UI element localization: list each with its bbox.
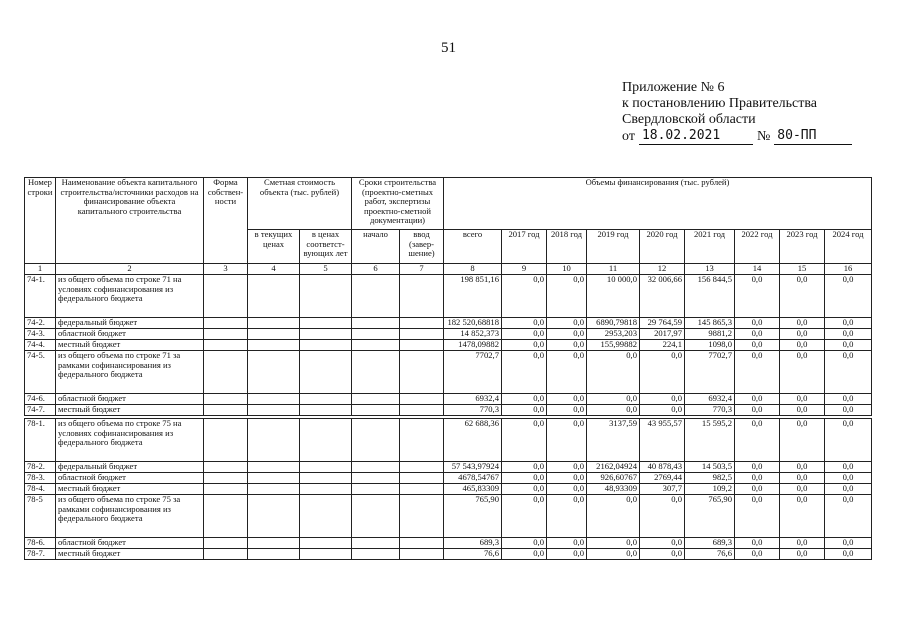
- header-year-2020: 2020 год: [640, 230, 685, 264]
- year-value-cell: 0,0: [547, 484, 587, 495]
- row-number-cell: 74-3.: [25, 329, 56, 340]
- year-value-cell: 0,0: [780, 495, 825, 538]
- year-value-cell: 109,2: [685, 484, 735, 495]
- ownership-cell: [204, 538, 248, 549]
- row-name-cell: местный бюджет: [56, 484, 204, 495]
- header-object-name: Наименование объекта капитального строительства/источники расходов на финансирование объекта капитального строительства: [56, 178, 204, 264]
- term-start-cell: [352, 495, 400, 538]
- ownership-cell: [204, 405, 248, 416]
- column-number: 13: [685, 264, 735, 275]
- row-name-cell: областной бюджет: [56, 394, 204, 405]
- cost-current-cell: [248, 351, 300, 394]
- appendix-decree-line: к постановлению Правительства: [622, 96, 818, 111]
- year-value-cell: 0,0: [547, 462, 587, 473]
- table-row: [25, 318, 872, 329]
- ownership-cell: [204, 340, 248, 351]
- year-value-cell: 307,7: [640, 484, 685, 495]
- column-number: 2: [56, 264, 204, 275]
- year-value-cell: 0,0: [502, 473, 547, 484]
- table-row: [25, 405, 872, 416]
- year-value-cell: 0,0: [640, 495, 685, 538]
- year-value-cell: 0,0: [735, 484, 780, 495]
- cost-years-cell: [300, 351, 352, 394]
- year-value-cell: 0,0: [502, 329, 547, 340]
- row-number-cell: 74-7.: [25, 405, 56, 416]
- from-label: от: [622, 129, 635, 144]
- year-value-cell: 0,0: [547, 549, 587, 560]
- cost-current-cell: [248, 405, 300, 416]
- ownership-cell: [204, 549, 248, 560]
- year-value-cell: 0,0: [502, 549, 547, 560]
- total-cell: 7702,7: [444, 351, 502, 394]
- year-value-cell: 2953,203: [587, 329, 640, 340]
- header-total: всего: [444, 230, 502, 264]
- column-number: 1: [25, 264, 56, 275]
- year-value-cell: 0,0: [825, 340, 872, 351]
- year-value-cell: 0,0: [735, 340, 780, 351]
- column-number: 16: [825, 264, 872, 275]
- ownership-cell: [204, 318, 248, 329]
- year-value-cell: 0,0: [825, 275, 872, 318]
- cost-years-cell: [300, 419, 352, 462]
- year-value-cell: 0,0: [780, 329, 825, 340]
- appendix-header: [622, 80, 852, 145]
- year-value-cell: 10 000,0: [587, 275, 640, 318]
- page-number: 51: [441, 40, 456, 56]
- term-start-cell: [352, 473, 400, 484]
- term-start-cell: [352, 419, 400, 462]
- table-row: [25, 351, 872, 394]
- year-value-cell: 0,0: [547, 329, 587, 340]
- year-value-cell: 689,3: [685, 538, 735, 549]
- year-value-cell: 0,0: [735, 462, 780, 473]
- term-start-cell: [352, 405, 400, 416]
- row-name-cell: из общего объема по строке 71 за рамками софинансирования из федерального бюджета: [56, 351, 204, 394]
- header-year-2019: 2019 год: [587, 230, 640, 264]
- row-number-cell: 74-1.: [25, 275, 56, 318]
- term-start-cell: [352, 275, 400, 318]
- header-year-2023: 2023 год: [780, 230, 825, 264]
- table-row: [25, 495, 872, 538]
- year-value-cell: 48,93309: [587, 484, 640, 495]
- ownership-cell: [204, 351, 248, 394]
- row-name-cell: из общего объема по строке 71 на условиях софинансирования из федерального бюджета: [56, 275, 204, 318]
- column-number: 6: [352, 264, 400, 275]
- year-value-cell: 0,0: [640, 405, 685, 416]
- year-value-cell: 0,0: [547, 340, 587, 351]
- year-value-cell: 156 844,5: [685, 275, 735, 318]
- header-year-2022: 2022 год: [735, 230, 780, 264]
- total-cell: 689,3: [444, 538, 502, 549]
- header-financing-volumes: Объемы финансирования (тыс. рублей): [444, 178, 872, 230]
- year-value-cell: 1098,0: [685, 340, 735, 351]
- row-name-cell: из общего объема по строке 75 за рамками софинансирования из федерального бюджета: [56, 495, 204, 538]
- year-value-cell: 0,0: [735, 405, 780, 416]
- row-name-cell: федеральный бюджет: [56, 462, 204, 473]
- table-row: [25, 538, 872, 549]
- row-name-cell: областной бюджет: [56, 473, 204, 484]
- year-value-cell: 0,0: [825, 538, 872, 549]
- year-value-cell: 2769,44: [640, 473, 685, 484]
- cost-years-cell: [300, 394, 352, 405]
- ownership-cell: [204, 484, 248, 495]
- term-end-cell: [400, 275, 444, 318]
- year-value-cell: 14 503,5: [685, 462, 735, 473]
- table-row: [25, 275, 872, 318]
- year-value-cell: 15 595,2: [685, 419, 735, 462]
- ownership-cell: [204, 419, 248, 462]
- year-value-cell: 0,0: [587, 394, 640, 405]
- year-value-cell: 43 955,57: [640, 419, 685, 462]
- year-value-cell: 0,0: [547, 405, 587, 416]
- cost-current-cell: [248, 538, 300, 549]
- decree-number: 80-ПП: [774, 128, 852, 145]
- year-value-cell: 0,0: [735, 394, 780, 405]
- year-value-cell: 0,0: [825, 462, 872, 473]
- row-number-cell: 78-2.: [25, 462, 56, 473]
- appendix-region-line: Свердловской области: [622, 112, 756, 127]
- column-number: 10: [547, 264, 587, 275]
- year-value-cell: 0,0: [780, 473, 825, 484]
- term-start-cell: [352, 484, 400, 495]
- year-value-cell: 0,0: [547, 473, 587, 484]
- term-start-cell: [352, 351, 400, 394]
- appendix-date-number-line: [622, 128, 852, 145]
- cost-years-cell: [300, 473, 352, 484]
- year-value-cell: 0,0: [780, 351, 825, 394]
- year-value-cell: 0,0: [780, 484, 825, 495]
- year-value-cell: 0,0: [547, 318, 587, 329]
- table-row: [25, 484, 872, 495]
- term-end-cell: [400, 351, 444, 394]
- year-value-cell: 0,0: [780, 462, 825, 473]
- year-value-cell: 2017,97: [640, 329, 685, 340]
- cost-years-cell: [300, 484, 352, 495]
- total-cell: 765,90: [444, 495, 502, 538]
- term-end-cell: [400, 419, 444, 462]
- row-name-cell: областной бюджет: [56, 538, 204, 549]
- year-value-cell: 0,0: [587, 351, 640, 394]
- year-value-cell: 0,0: [825, 405, 872, 416]
- cost-current-cell: [248, 419, 300, 462]
- year-value-cell: 0,0: [502, 340, 547, 351]
- header-year-2021: 2021 год: [685, 230, 735, 264]
- term-end-cell: [400, 495, 444, 538]
- term-end-cell: [400, 340, 444, 351]
- total-cell: 76,6: [444, 549, 502, 560]
- row-name-cell: федеральный бюджет: [56, 318, 204, 329]
- cost-years-cell: [300, 340, 352, 351]
- row-name-cell: из общего объема по строке 75 на условиях софинансирования из федерального бюджета: [56, 419, 204, 462]
- row-number-cell: 74-6.: [25, 394, 56, 405]
- term-start-cell: [352, 549, 400, 560]
- cost-current-cell: [248, 462, 300, 473]
- table-row: [25, 473, 872, 484]
- year-value-cell: 2162,04924: [587, 462, 640, 473]
- column-number: 11: [587, 264, 640, 275]
- total-cell: 62 688,36: [444, 419, 502, 462]
- term-start-cell: [352, 462, 400, 473]
- cost-years-cell: [300, 462, 352, 473]
- year-value-cell: 770,3: [685, 405, 735, 416]
- total-cell: 465,83309: [444, 484, 502, 495]
- year-value-cell: 0,0: [640, 394, 685, 405]
- year-value-cell: 982,5: [685, 473, 735, 484]
- year-value-cell: 0,0: [502, 462, 547, 473]
- column-number-row: [25, 264, 872, 275]
- row-number-cell: 78-3.: [25, 473, 56, 484]
- year-value-cell: 0,0: [825, 473, 872, 484]
- cost-years-cell: [300, 495, 352, 538]
- term-end-cell: [400, 318, 444, 329]
- year-value-cell: 0,0: [502, 419, 547, 462]
- year-value-cell: 155,99882: [587, 340, 640, 351]
- cost-years-cell: [300, 405, 352, 416]
- ownership-cell: [204, 394, 248, 405]
- table-row: [25, 549, 872, 560]
- row-number-cell: 78-6.: [25, 538, 56, 549]
- year-value-cell: 0,0: [502, 538, 547, 549]
- term-end-cell: [400, 462, 444, 473]
- year-value-cell: 926,60767: [587, 473, 640, 484]
- row-number-cell: 78-4.: [25, 484, 56, 495]
- term-end-cell: [400, 394, 444, 405]
- year-value-cell: 32 006,66: [640, 275, 685, 318]
- row-name-cell: местный бюджет: [56, 549, 204, 560]
- cost-current-cell: [248, 484, 300, 495]
- cost-current-cell: [248, 275, 300, 318]
- ownership-cell: [204, 462, 248, 473]
- number-label: №: [756, 129, 771, 144]
- year-value-cell: 0,0: [640, 351, 685, 394]
- header-ownership-form: Форма собствен-ности: [204, 178, 248, 264]
- header-term-start: начало: [352, 230, 400, 264]
- term-start-cell: [352, 538, 400, 549]
- total-cell: 14 852,373: [444, 329, 502, 340]
- term-end-cell: [400, 484, 444, 495]
- term-end-cell: [400, 473, 444, 484]
- table-row: [25, 462, 872, 473]
- year-value-cell: 0,0: [735, 329, 780, 340]
- decree-date: 18.02.2021: [639, 128, 753, 145]
- row-number-cell: 74-4.: [25, 340, 56, 351]
- total-cell: 198 851,16: [444, 275, 502, 318]
- year-value-cell: 0,0: [735, 549, 780, 560]
- year-value-cell: 0,0: [502, 275, 547, 318]
- term-end-cell: [400, 405, 444, 416]
- total-cell: 57 543,97924: [444, 462, 502, 473]
- ownership-cell: [204, 275, 248, 318]
- column-number: 5: [300, 264, 352, 275]
- total-cell: 182 520,68818: [444, 318, 502, 329]
- cost-current-cell: [248, 549, 300, 560]
- column-number: 12: [640, 264, 685, 275]
- year-value-cell: 0,0: [502, 495, 547, 538]
- year-value-cell: 0,0: [780, 538, 825, 549]
- year-value-cell: 0,0: [825, 419, 872, 462]
- year-value-cell: 0,0: [780, 419, 825, 462]
- row-name-cell: местный бюджет: [56, 405, 204, 416]
- row-name-cell: местный бюджет: [56, 340, 204, 351]
- year-value-cell: 0,0: [735, 473, 780, 484]
- year-value-cell: 0,0: [547, 394, 587, 405]
- year-value-cell: 0,0: [502, 394, 547, 405]
- cost-years-cell: [300, 538, 352, 549]
- year-value-cell: 29 764,59: [640, 318, 685, 329]
- year-value-cell: 0,0: [502, 351, 547, 394]
- year-value-cell: 40 878,43: [640, 462, 685, 473]
- year-value-cell: 0,0: [547, 351, 587, 394]
- ownership-cell: [204, 495, 248, 538]
- year-value-cell: 0,0: [587, 538, 640, 549]
- header-construction-terms: Сроки строительства (проектно-сметных работ, экспертизы проектно-сметной документации): [352, 178, 444, 230]
- term-end-cell: [400, 549, 444, 560]
- row-number-cell: 74-2.: [25, 318, 56, 329]
- year-value-cell: 7702,7: [685, 351, 735, 394]
- year-value-cell: 224,1: [640, 340, 685, 351]
- year-value-cell: 0,0: [825, 351, 872, 394]
- term-start-cell: [352, 329, 400, 340]
- year-value-cell: 765,90: [685, 495, 735, 538]
- total-cell: 770,3: [444, 405, 502, 416]
- row-number-cell: 78-5: [25, 495, 56, 538]
- header-term-end: ввод (завер-шение): [400, 230, 444, 264]
- column-number: 4: [248, 264, 300, 275]
- year-value-cell: 0,0: [825, 549, 872, 560]
- term-end-cell: [400, 329, 444, 340]
- table-body: [25, 264, 872, 560]
- year-value-cell: 0,0: [502, 484, 547, 495]
- column-number: 14: [735, 264, 780, 275]
- table-row: [25, 340, 872, 351]
- cost-current-cell: [248, 340, 300, 351]
- year-value-cell: 0,0: [640, 549, 685, 560]
- cost-years-cell: [300, 275, 352, 318]
- term-start-cell: [352, 318, 400, 329]
- cost-current-cell: [248, 394, 300, 405]
- cost-years-cell: [300, 318, 352, 329]
- year-value-cell: 0,0: [735, 538, 780, 549]
- year-value-cell: 76,6: [685, 549, 735, 560]
- column-number: 7: [400, 264, 444, 275]
- year-value-cell: 0,0: [502, 405, 547, 416]
- cost-current-cell: [248, 318, 300, 329]
- row-name-cell: областной бюджет: [56, 329, 204, 340]
- header-year-2024: 2024 год: [825, 230, 872, 264]
- column-number: 8: [444, 264, 502, 275]
- year-value-cell: 0,0: [735, 495, 780, 538]
- term-end-cell: [400, 538, 444, 549]
- year-value-cell: 0,0: [502, 318, 547, 329]
- column-number: 15: [780, 264, 825, 275]
- year-value-cell: 0,0: [825, 394, 872, 405]
- financing-table: [24, 177, 872, 560]
- year-value-cell: 0,0: [735, 351, 780, 394]
- year-value-cell: 0,0: [780, 549, 825, 560]
- year-value-cell: 0,0: [825, 495, 872, 538]
- year-value-cell: 0,0: [640, 538, 685, 549]
- year-value-cell: 0,0: [780, 340, 825, 351]
- year-value-cell: 0,0: [547, 275, 587, 318]
- term-start-cell: [352, 394, 400, 405]
- cost-years-cell: [300, 329, 352, 340]
- year-value-cell: 6932,4: [685, 394, 735, 405]
- year-value-cell: 0,0: [825, 329, 872, 340]
- year-value-cell: 3137,59: [587, 419, 640, 462]
- year-value-cell: 0,0: [825, 318, 872, 329]
- header-year-2018: 2018 год: [547, 230, 587, 264]
- year-value-cell: 0,0: [825, 484, 872, 495]
- year-value-cell: 0,0: [547, 538, 587, 549]
- year-value-cell: 0,0: [587, 405, 640, 416]
- row-number-cell: 74-5.: [25, 351, 56, 394]
- header-cost-current: в текущих ценах: [248, 230, 300, 264]
- term-start-cell: [352, 340, 400, 351]
- table-row: [25, 329, 872, 340]
- cost-current-cell: [248, 495, 300, 538]
- column-number: 3: [204, 264, 248, 275]
- header-year-2017: 2017 год: [502, 230, 547, 264]
- column-number: 9: [502, 264, 547, 275]
- header-row-number: Номер строки: [25, 178, 56, 264]
- cost-current-cell: [248, 329, 300, 340]
- header-cost-years: в ценах соответст-вующих лет: [300, 230, 352, 264]
- year-value-cell: 0,0: [547, 495, 587, 538]
- cost-current-cell: [248, 473, 300, 484]
- year-value-cell: 145 865,3: [685, 318, 735, 329]
- year-value-cell: 0,0: [780, 318, 825, 329]
- year-value-cell: 9881,2: [685, 329, 735, 340]
- year-value-cell: 0,0: [735, 275, 780, 318]
- year-value-cell: 0,0: [547, 419, 587, 462]
- year-value-cell: 6890,79818: [587, 318, 640, 329]
- total-cell: 4678,54767: [444, 473, 502, 484]
- total-cell: 1478,09882: [444, 340, 502, 351]
- year-value-cell: 0,0: [735, 318, 780, 329]
- table-row: [25, 419, 872, 462]
- year-value-cell: 0,0: [735, 419, 780, 462]
- year-value-cell: 0,0: [587, 549, 640, 560]
- year-value-cell: 0,0: [587, 495, 640, 538]
- ownership-cell: [204, 329, 248, 340]
- header-estimated-cost: Сметная стоимость объекта (тыс. рублей): [248, 178, 352, 230]
- cost-years-cell: [300, 549, 352, 560]
- year-value-cell: 0,0: [780, 405, 825, 416]
- total-cell: 6932,4: [444, 394, 502, 405]
- row-number-cell: 78-1.: [25, 419, 56, 462]
- row-number-cell: 78-7.: [25, 549, 56, 560]
- ownership-cell: [204, 473, 248, 484]
- year-value-cell: 0,0: [780, 394, 825, 405]
- table-row: [25, 394, 872, 405]
- appendix-title: Приложение № 6: [622, 80, 725, 95]
- year-value-cell: 0,0: [780, 275, 825, 318]
